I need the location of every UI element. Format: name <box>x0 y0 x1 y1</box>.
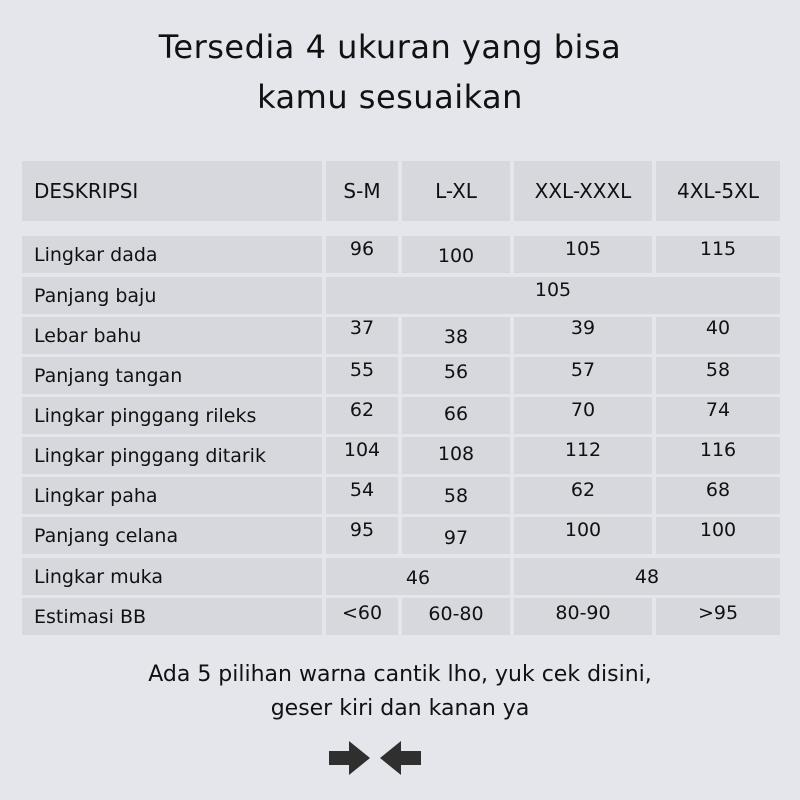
row-label: Lingkar pinggang rileks <box>22 397 322 434</box>
table-cell: 100 <box>656 517 780 554</box>
footer-line-1: Ada 5 pilihan warna cantik lho, yuk cek disini, <box>148 662 652 687</box>
table-cell: 116 <box>656 437 780 474</box>
row-label: Lingkar paha <box>22 477 322 514</box>
header-description: DESKRIPSI <box>22 161 322 221</box>
table-cell: 37 <box>326 317 398 354</box>
header-size: S-M <box>326 161 398 221</box>
table-cell: 62 <box>514 477 652 514</box>
header-size: L-XL <box>402 161 510 221</box>
table-cell: 74 <box>656 397 780 434</box>
table-cell: 108 <box>402 437 510 474</box>
table-cell: 57 <box>514 357 652 394</box>
table-cell: 55 <box>326 357 398 394</box>
row-label: Lebar bahu <box>22 317 322 354</box>
title-line-2: kamu sesuaikan <box>257 78 523 116</box>
table-cell: 100 <box>402 236 510 273</box>
footer-text <box>0 658 800 726</box>
table-cell: 105 <box>514 236 652 273</box>
table-cell: 97 <box>402 517 510 554</box>
header-size: 4XL-5XL <box>656 161 780 221</box>
row-label: Estimasi BB <box>22 598 322 635</box>
table-cell: 38 <box>402 317 510 354</box>
table-cell: 54 <box>326 477 398 514</box>
table-cell: 68 <box>656 477 780 514</box>
row-label: Panjang baju <box>22 277 322 314</box>
table-cell: 46 <box>326 558 510 595</box>
table-cell: 40 <box>656 317 780 354</box>
footer-line-2: geser kiri dan kanan ya <box>270 696 530 721</box>
table-cell: <60 <box>326 598 398 635</box>
header-size: XXL-XXXL <box>514 161 652 221</box>
arrow-right-icon <box>328 740 371 776</box>
table-cell: 105 <box>326 277 780 314</box>
table-cell: 115 <box>656 236 780 273</box>
arrow-left-icon <box>379 740 422 776</box>
table-cell: >95 <box>656 598 780 635</box>
page-title <box>0 22 780 122</box>
table-cell: 95 <box>326 517 398 554</box>
row-label: Lingkar muka <box>22 558 322 595</box>
table-cell: 80-90 <box>514 598 652 635</box>
title-line-1: Tersedia 4 ukuran yang bisa <box>158 28 622 66</box>
table-cell: 58 <box>402 477 510 514</box>
swipe-arrows <box>328 740 422 776</box>
table-cell: 96 <box>326 236 398 273</box>
row-label: Lingkar dada <box>22 236 322 273</box>
row-label: Panjang celana <box>22 517 322 554</box>
table-cell: 104 <box>326 437 398 474</box>
table-cell: 56 <box>402 357 510 394</box>
table-cell: 70 <box>514 397 652 434</box>
row-label: Panjang tangan <box>22 357 322 394</box>
table-cell: 58 <box>656 357 780 394</box>
table-cell: 39 <box>514 317 652 354</box>
table-cell: 66 <box>402 397 510 434</box>
table-cell: 62 <box>326 397 398 434</box>
table-cell: 48 <box>514 558 780 595</box>
table-cell: 112 <box>514 437 652 474</box>
table-cell: 60-80 <box>402 598 510 635</box>
table-cell: 100 <box>514 517 652 554</box>
row-label: Lingkar pinggang ditarik <box>22 437 322 474</box>
